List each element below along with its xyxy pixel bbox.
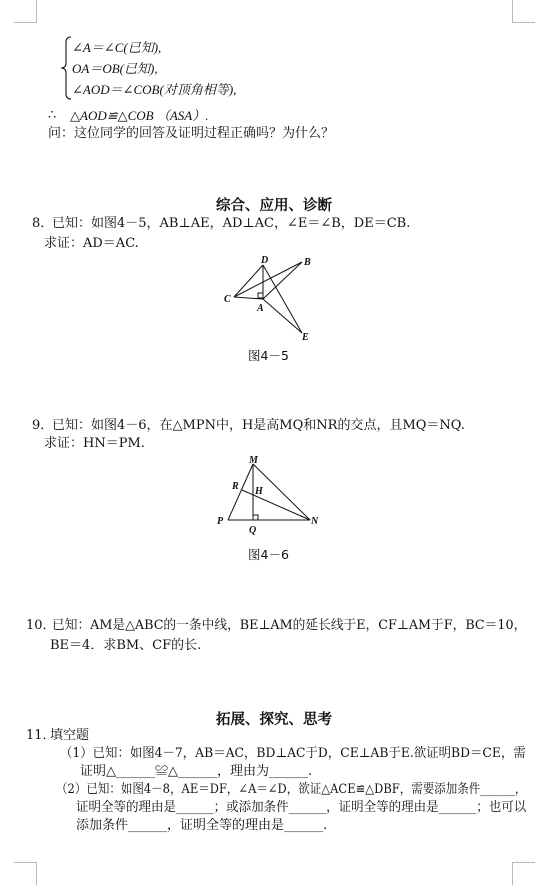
q9-number: 9． <box>32 418 54 433</box>
fig45-label-C: C <box>224 294 231 305</box>
fig45-label-D: D <box>261 255 269 266</box>
q11-part2-line-1: （2）已知：如图4－8，AE＝DF，∠A＝∠D，欲证△ACE≌△DBF，需要添加条件______， <box>56 782 527 797</box>
figure-4-6 <box>212 454 324 534</box>
figure-4-6-caption: 图4－6 <box>248 547 289 562</box>
section-title-extension: 拓展、探究、思考 <box>216 712 332 728</box>
fig45-label-E: E <box>302 332 309 343</box>
q10-number: 10． <box>26 618 56 633</box>
q11-part1-line-2: 证明△______≌△______，理由为______. <box>80 764 313 779</box>
fig46-label-R: R <box>232 481 239 492</box>
fig46-label-H: H <box>255 486 263 497</box>
q11-number: 11． <box>26 728 56 743</box>
crop-mark-bottom-right <box>512 862 535 885</box>
crop-mark-bottom-left <box>14 862 37 885</box>
q11-part2-line-2: 证明全等的理由是______；或添加条件______，证明全等的理由是______；也可以 <box>76 800 527 815</box>
crop-mark-top-left <box>14 0 37 23</box>
fig45-label-A: A <box>257 303 264 314</box>
q11-part2-line-3: 添加条件______，证明全等的理由是______. <box>76 818 328 833</box>
q8-prove: 求证：AD＝AC. <box>44 236 139 251</box>
figure-4-5-caption: 图4－5 <box>248 348 289 363</box>
section-title-comprehensive: 综合、应用、诊断 <box>216 198 332 214</box>
fig46-label-P: P <box>217 516 224 527</box>
q10-line-2: BE＝4．求BM、CF的长. <box>50 638 202 653</box>
proof-line-2: OA＝OB(已知), <box>72 61 158 76</box>
q8-number: 8． <box>32 216 54 231</box>
fig45-label-B: B <box>304 257 311 268</box>
q11-title: 填空题 <box>50 728 90 743</box>
fig46-label-N: N <box>311 516 319 527</box>
q9-given: 已知：如图4－6，在△MPN中，H是高MQ和NR的交点，且MQ＝NQ. <box>52 418 465 433</box>
proof-line-3: ∠AOD＝∠COB(对顶角相等), <box>72 82 237 97</box>
q10-line-1: 已知：AM是△ABC的一条中线，BE⊥AM的延长线于E，CF⊥AM于F，BC＝10， <box>52 618 527 633</box>
fig46-label-Q: Q <box>249 525 257 536</box>
fig46-label-M: M <box>249 455 258 466</box>
proof-conclusion: △AOD≌△COB （ASA）. <box>70 108 209 123</box>
crop-mark-top-right <box>512 0 535 23</box>
q9-prove: 求证：HN＝PM. <box>44 436 145 451</box>
proof-question: 问：这位同学的回答及证明过程正确吗？为什么？ <box>48 126 335 141</box>
q8-given: 已知：如图4－5，AB⊥AE，AD⊥AC，∠E＝∠B，DE＝CB. <box>52 216 411 231</box>
therefore-symbol: ∴ <box>48 108 57 123</box>
q11-part1-line-1: （1）已知：如图4－7，AB＝AC，BD⊥AC于D，CE⊥AB于E.欲证明BD＝CE，需 <box>60 746 526 761</box>
proof-line-1: ∠A＝∠C(已知), <box>72 40 162 55</box>
figure-4-5 <box>220 252 330 342</box>
